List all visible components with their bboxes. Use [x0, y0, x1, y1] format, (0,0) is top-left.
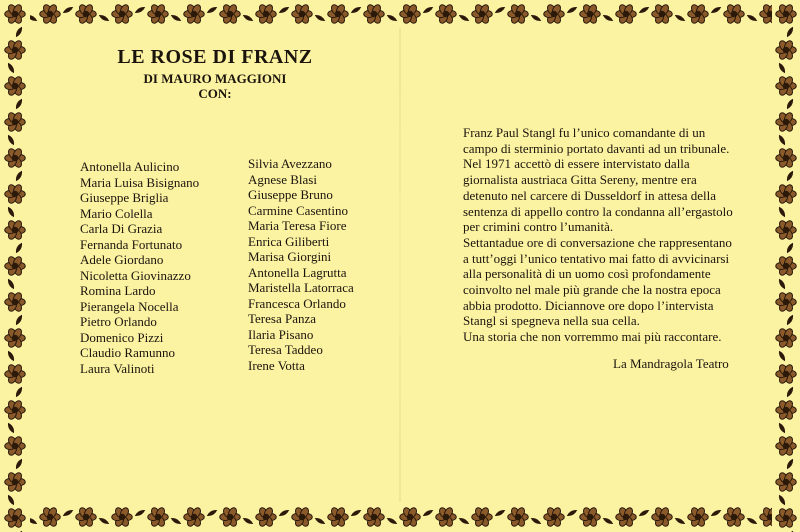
story-line: per crimini contro l’umanità.: [463, 219, 614, 235]
cast-member: Romina Lardo: [80, 283, 156, 298]
play-title: LE ROSE DI FRANZ: [117, 46, 313, 68]
cast-member: Agnese Blasi: [248, 171, 317, 187]
story-line: giornalista austriaca Gitta Sereny, mentre era: [463, 172, 697, 188]
story-line: Settantadue ore di conversazione che rappresentano: [463, 234, 732, 250]
cast-member: Giuseppe Bruno: [248, 187, 333, 202]
cast-member: Teresa Taddeo: [248, 342, 323, 357]
rose-border-left: [0, 0, 30, 532]
cast-member: Pietro Orlando: [80, 314, 157, 329]
cast-member: Teresa Panza: [248, 311, 317, 326]
story-line: campo di sterminio portato davanti ad un tribunale.: [463, 140, 730, 156]
cast-member: Carmine Casentino: [248, 202, 349, 218]
rose-border-right: [772, 0, 800, 532]
cast-member: Adele Giordano: [80, 252, 164, 267]
rose-border-bottom: [0, 502, 800, 532]
cast-member: Ilaria Pisano: [248, 326, 314, 342]
cast-member: Claudio Ramunno: [80, 345, 175, 360]
cast-member: Laura Valinoti: [80, 360, 155, 376]
cast-member: Nicoletta Giovinazzo: [80, 267, 191, 283]
story-line: Stangl si spegneva nella sua cella.: [463, 313, 640, 329]
cast-member: Mario Colella: [80, 205, 153, 221]
cast-member: Antonella Aulicino: [80, 159, 180, 174]
story-line: Franz Paul Stangl fu l’unico comandante di un: [463, 125, 706, 140]
cast-member: Marisa Giorgini: [248, 249, 332, 264]
cast-list-left: [80, 159, 199, 376]
fold-line: [399, 24, 401, 506]
cast-member: Pierangela Nocella: [80, 298, 179, 314]
cast-member: Enrica Giliberti: [248, 233, 330, 249]
cast-member: Maristella Latorraca: [248, 280, 354, 295]
story-line: alla personalità di un uomo così profondamente: [463, 266, 711, 282]
cast-member: Carla Di Grazia: [80, 221, 163, 236]
story-paragraph: [463, 125, 773, 345]
story-line: sentenza di appello contro la condanna all’ergastolo: [463, 203, 733, 219]
rose-icon: [772, 0, 800, 532]
cast-member: Fernanda Fortunato: [80, 236, 183, 252]
cast-list-right: [248, 156, 354, 373]
cast-member: Francesca Orlando: [248, 295, 346, 311]
cast-member: Irene Votta: [248, 357, 305, 373]
rose-icon: [0, 502, 800, 532]
cast-member: Maria Luisa Bisignano: [80, 174, 200, 190]
cast-member: Silvia Avezzano: [248, 156, 332, 171]
cast-member: Giuseppe Briglia: [80, 190, 169, 205]
rose-icon: [0, 0, 800, 28]
author-line: DI MAURO MAGGIONI: [143, 71, 287, 86]
cast-member: Maria Teresa Fiore: [248, 218, 347, 233]
story-line: abbia prodotto. Diciannove ore dopo l’intervista: [463, 297, 714, 313]
company-signature: La Mandragola Teatro: [613, 356, 729, 371]
rose-border-top: [0, 0, 800, 28]
story-line: a tutt’oggi l’unico tentativo mai fatto di avvicinarsi: [463, 250, 730, 266]
story-line: Una storia che non vorremmo mai più raccontare.: [463, 329, 722, 345]
cast-member: Domenico Pizzi: [80, 329, 164, 345]
story-line: Nel 1971 accettò di essere intervistato dalla: [463, 156, 690, 172]
rose-icon: [0, 0, 30, 532]
story-line: detenuto nel carcere di Dusseldorf in attesa della: [463, 187, 717, 203]
cast-heading: CON:: [198, 86, 232, 101]
cast-member: Antonella Lagrutta: [248, 264, 347, 280]
story-line: coinvolto nel male più grande che la nostra epoca: [463, 282, 721, 298]
